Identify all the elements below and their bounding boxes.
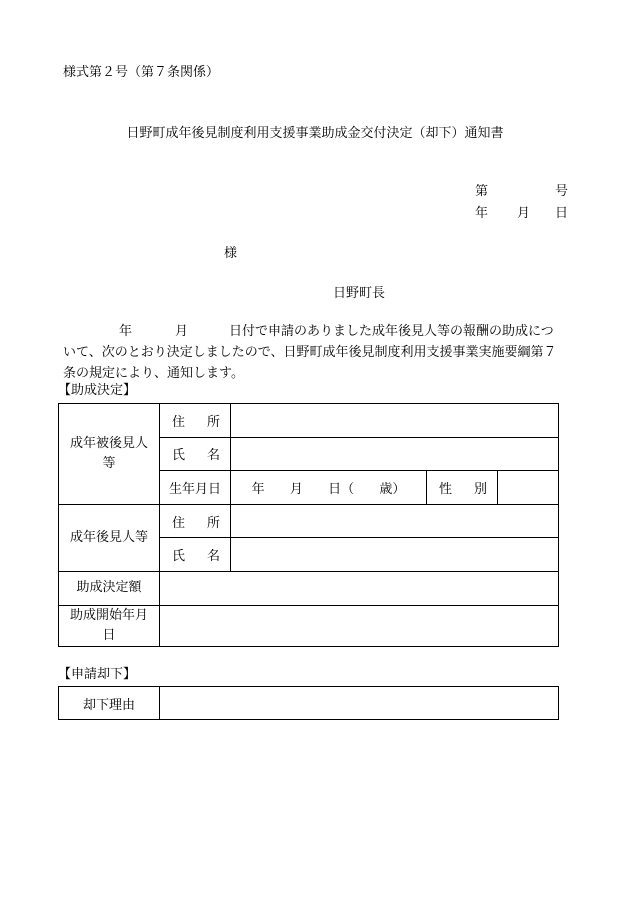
issue-date-day: 日 (555, 206, 569, 221)
body-year: 年 (119, 324, 133, 339)
guardian-name-label-cell (160, 538, 231, 572)
body-line2: いて、次のとおり決定しましたので、日野町成年後見制度利用支援事業実施要綱第７ (63, 345, 557, 360)
start-date-value[interactable] (160, 605, 559, 646)
body-line1: 日付で申請のありました成年後見人等の報酬の助成につ (229, 324, 554, 339)
ward-address-label-a: 住 (172, 414, 186, 430)
table-row (59, 504, 559, 538)
ward-name-label-a: 氏 (172, 448, 186, 464)
guardian-name-value[interactable] (231, 538, 559, 572)
issuer-name: 日野町長 (333, 286, 386, 301)
rejection-heading: 【申請却下】 (58, 667, 137, 682)
form-number: 様式第２号（第７条関係） (63, 65, 220, 80)
guardian-address-label-a: 住 (172, 515, 186, 531)
amount-label: 助成決定額 (76, 580, 142, 596)
start-date-label-cell (59, 605, 160, 646)
ward-name-value[interactable] (231, 437, 559, 471)
reason-value[interactable] (160, 687, 559, 720)
notice-body (63, 321, 579, 384)
decision-heading: 【助成決定】 (58, 383, 137, 398)
rejection-table (58, 686, 559, 720)
guardian-label: 成年後見人等 (69, 529, 148, 545)
ward-name-label-b: 名 (206, 448, 220, 464)
birthdate-value[interactable] (231, 471, 427, 505)
amount-value[interactable] (160, 571, 559, 605)
table-row (59, 404, 559, 438)
guardian-name-label-b: 名 (206, 549, 220, 565)
sex-label-a: 性 (439, 481, 453, 497)
ref-go: 号 (555, 184, 569, 199)
guardian-name-label-a: 氏 (172, 549, 186, 565)
ref-dai: 第 (475, 184, 489, 199)
document-title: 日野町成年後見制度利用支援事業助成金交付決定（却下）通知書 (126, 126, 504, 141)
birth-day-unit: 日（ (328, 481, 355, 497)
ward-address-label-b: 所 (206, 414, 220, 430)
sex-label-b: 別 (473, 481, 487, 497)
start-date-label: 助成開始年月日 (69, 607, 148, 643)
guardian-address-label-b: 所 (206, 515, 220, 531)
decision-table (58, 403, 559, 647)
table-row (59, 687, 559, 720)
sex-value[interactable] (498, 471, 559, 505)
birth-month-unit: 月 (289, 481, 303, 497)
issue-date-month: 月 (517, 206, 531, 221)
amount-label-cell (59, 571, 160, 605)
guardian-address-label-cell (160, 504, 231, 538)
addressee-honorific: 様 (224, 246, 238, 261)
birth-age-unit: 歳） (379, 481, 406, 497)
ward-label: 成年被後見人等 (69, 435, 148, 471)
table-row (59, 605, 559, 646)
birthdate-label: 生年月日 (160, 471, 231, 505)
body-month: 月 (175, 324, 189, 339)
birth-year-unit: 年 (251, 481, 265, 497)
ward-label-cell (59, 404, 160, 505)
ward-name-label-cell (160, 437, 231, 471)
issue-date-year: 年 (475, 206, 489, 221)
guardian-label-cell (59, 504, 160, 571)
guardian-address-value[interactable] (231, 504, 559, 538)
table-row (59, 571, 559, 605)
sex-label-cell (427, 471, 498, 505)
ward-address-value[interactable] (231, 404, 559, 438)
reason-label: 却下理由 (59, 687, 160, 720)
ward-address-label-cell (160, 404, 231, 438)
body-line3: 条の規定により、通知します。 (63, 366, 244, 381)
